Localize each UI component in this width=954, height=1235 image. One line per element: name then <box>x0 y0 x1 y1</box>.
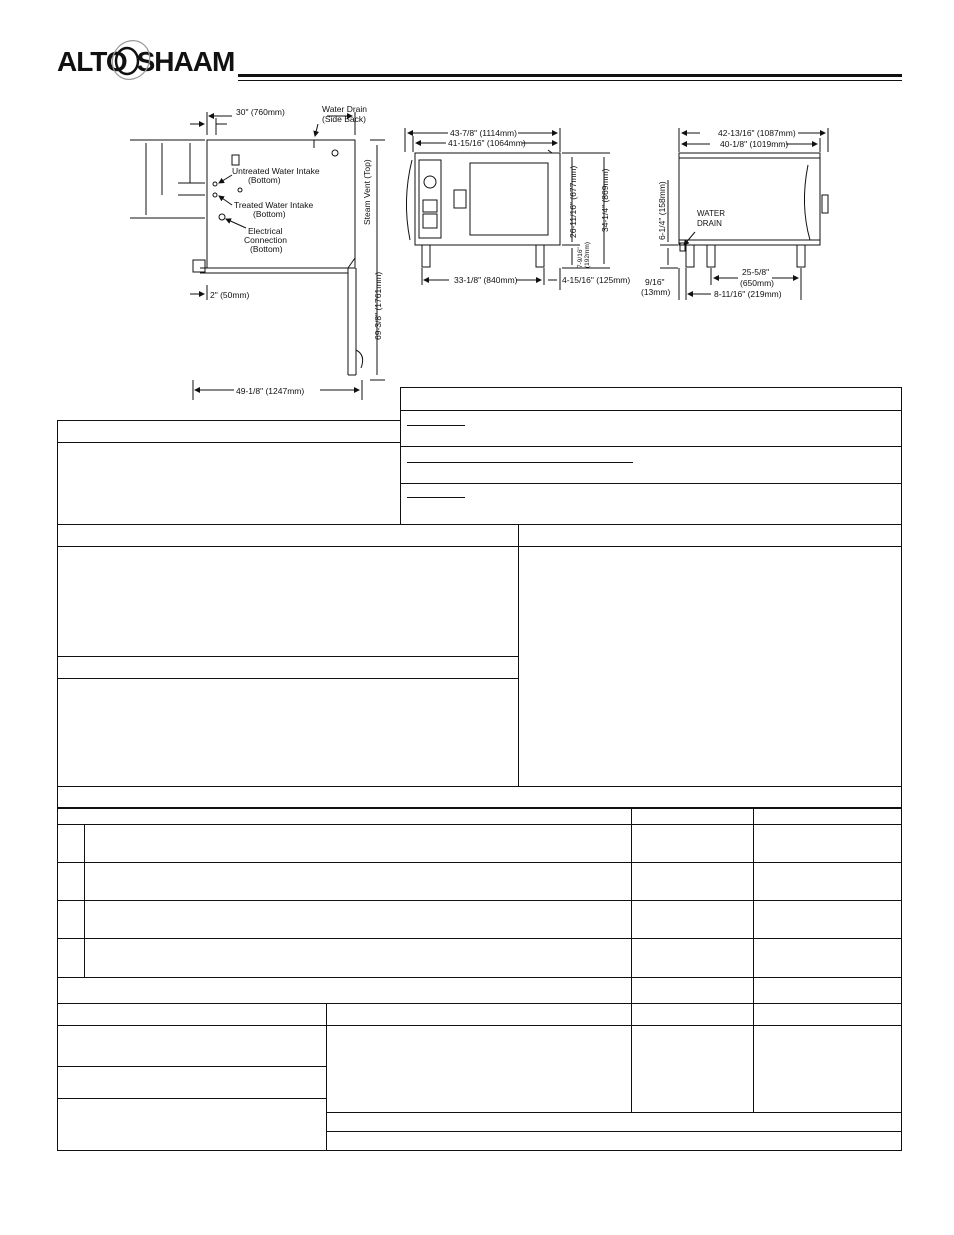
front-side-offset: 4-15/16" (125mm) <box>562 275 631 285</box>
rule <box>57 1098 327 1099</box>
end-drain-height: 6-1/4" (158mm) <box>657 181 667 240</box>
untreated-water-label: Untreated Water Intake <box>232 166 320 176</box>
rule <box>57 900 902 901</box>
rule <box>326 1131 902 1132</box>
front-view-drawing <box>406 150 560 267</box>
rule <box>57 977 902 978</box>
rule <box>57 656 519 657</box>
rule <box>57 442 401 443</box>
side-height-dim: 69-3/8" (1761mm) <box>373 271 383 340</box>
electrical-sub2: (Bottom) <box>250 244 283 254</box>
logo-wordmark: ALTO SHAAM <box>57 46 235 77</box>
treated-water-sub: (Bottom) <box>253 209 286 219</box>
rule <box>753 808 754 1112</box>
depth-dim: 49-1/8" (1247mm) <box>236 386 305 396</box>
end-leg-spacing-mm: (650mm) <box>740 278 775 288</box>
project-info-box <box>57 420 401 525</box>
electrical-label: Electrical <box>248 226 283 236</box>
front-door-height: 26-11/16" (677mm) <box>568 165 578 238</box>
end-body-width: 40-1/8" (1019mm) <box>720 139 789 149</box>
end-foot-offset: 9/16" <box>645 277 665 287</box>
field-underline <box>407 462 633 463</box>
rule <box>400 483 902 484</box>
rule <box>326 1112 902 1113</box>
front-leg-height-mm: (192mm) <box>584 241 591 268</box>
water-drain-sub: (Side Back) <box>322 114 366 124</box>
end-foot-offset-mm: (13mm) <box>641 287 671 297</box>
rule <box>57 862 902 863</box>
rule <box>400 446 902 447</box>
steam-vent-label: Steam Vent (Top) <box>362 159 372 225</box>
front-body-width: 41-15/16" (1064mm) <box>448 138 526 148</box>
rule <box>57 1003 902 1004</box>
dimension-drawings <box>0 0 954 410</box>
main-form-box <box>57 524 902 1151</box>
rule <box>57 546 902 547</box>
end-leg-spacing: 25-5/8" <box>742 267 770 277</box>
treated-water-label: Treated Water Intake <box>234 200 314 210</box>
end-drain-offset: 8-11/16" (219mm) <box>714 289 782 299</box>
front-leg-height: 7-9/16" <box>577 247 584 268</box>
front-base-width: 33-1/8" (840mm) <box>454 275 518 285</box>
side-width-dim: 30" (760mm) <box>236 107 285 117</box>
rule <box>57 1066 327 1067</box>
offset-dim: 2" (50mm) <box>210 290 250 300</box>
rule <box>631 808 632 1112</box>
field-underline <box>407 425 465 426</box>
water-drain-label: Water Drain <box>322 104 368 114</box>
rule <box>57 824 902 825</box>
front-overall-width: 43-7/8" (1114mm) <box>450 128 517 138</box>
field-underline <box>407 497 465 498</box>
rule <box>57 1025 902 1026</box>
rule <box>57 786 902 787</box>
end-water-drain-1: WATER <box>697 209 725 218</box>
rule <box>400 410 902 411</box>
untreated-water-sub: (Bottom) <box>248 175 281 185</box>
rule <box>57 678 519 679</box>
specification-box <box>400 387 902 525</box>
front-total-height: 34-1/4" (869mm) <box>600 168 610 232</box>
rule <box>57 807 902 809</box>
rule <box>57 938 902 939</box>
electrical-sub1: Connection <box>244 235 288 245</box>
end-water-drain-2: DRAIN <box>697 219 722 228</box>
end-overall-width: 42-13/16" (1087mm) <box>718 128 796 138</box>
